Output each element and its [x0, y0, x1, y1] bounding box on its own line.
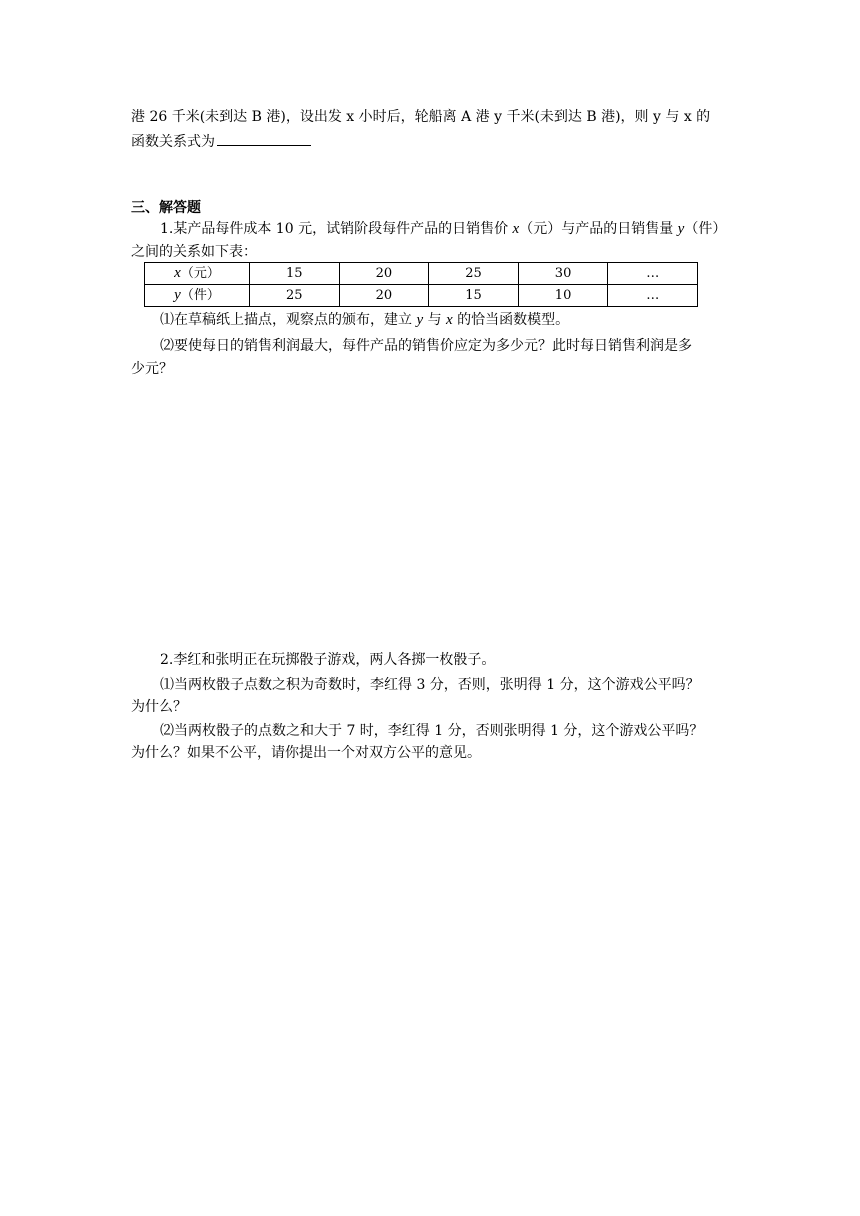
problem1-q1-part2: 的恰当函数模型。 — [452, 312, 570, 328]
price-quantity-table — [144, 262, 698, 307]
table-row — [145, 263, 698, 285]
problem2-q2-line2: 为什么？如果不公平，请你提出一个对双方公平的意见。 — [131, 745, 481, 761]
problem2-q1-line2: 为什么？ — [131, 699, 187, 715]
problem1-stem-part1: 1.某产品每件成本 10 元，试销阶段每件产品的日销售价 — [160, 221, 513, 237]
problem1-stem-part2: 与产品的日销售量 — [561, 221, 678, 237]
problem1-stem-line1 — [160, 218, 726, 240]
problem1-stem-line2: 之间的关系如下表： — [131, 244, 257, 260]
section-title: 三、解答题 — [131, 200, 201, 216]
table-row-header-x — [145, 263, 250, 285]
problem1-q1-mid: 与 — [423, 312, 447, 328]
table-row-header-y — [145, 285, 250, 307]
table-cell: … — [608, 285, 698, 307]
problem1-q2-line2: 少元？ — [131, 361, 173, 377]
table-cell: 15 — [250, 263, 340, 285]
table-cell: 15 — [429, 285, 519, 307]
intro-line-2-text: 函数关系式为 — [131, 134, 215, 150]
table-row — [145, 285, 698, 307]
answer-blank — [217, 131, 311, 146]
intro-line-1: 港 26 千米(未到达 B 港)，设出发 x 小时后，轮船离 A 港 y 千米(未到达 B 港)，则 y 与 x 的 — [131, 109, 711, 125]
table-cell: 30 — [518, 263, 608, 285]
table-cell: 25 — [429, 263, 519, 285]
problem2-q2-line1: ⑵当两枚骰子的点数之和大于 7 时，李红得 1 分，否则张明得 1 分，这个游戏公平吗？ — [160, 723, 704, 739]
table-cell: 25 — [250, 285, 340, 307]
problem2-stem: 2.李红和张明正在玩掷骰子游戏，两人各掷一枚骰子。 — [160, 652, 496, 668]
problem2-q1-line1: ⑴当两枚骰子点数之积为奇数时，李红得 3 分，否则，张明得 1 分，这个游戏公平吗？ — [160, 677, 700, 693]
problem1-q1-var-y: y — [416, 312, 424, 328]
problem1-unit-y: （件） — [684, 221, 727, 237]
problem1-var-x: x — [512, 221, 520, 237]
table-cell: 20 — [339, 263, 429, 285]
problem1-q1 — [160, 309, 569, 331]
table-cell: 20 — [339, 285, 429, 307]
problem1-q2-line1: ⑵要使每日的销售利润最大，每件产品的销售价应定为多少元？此时每日销售利润是多 — [160, 338, 692, 354]
problem1-q1-var-x: x — [446, 312, 453, 328]
problem1-unit-x: （元） — [519, 221, 562, 237]
table-header-unit-y: （件） — [180, 288, 220, 303]
table-cell: 10 — [518, 285, 608, 307]
problem1-var-y: y — [677, 221, 685, 237]
table-header-var-x: x — [174, 265, 181, 281]
problem1-q1-part1: ⑴在草稿纸上描点，观察点的颁布，建立 — [160, 312, 417, 328]
intro-line-2 — [131, 131, 311, 153]
table-header-unit-x: （元） — [180, 266, 220, 281]
table-header-var-y: y — [174, 287, 181, 303]
table-cell: … — [608, 263, 698, 285]
